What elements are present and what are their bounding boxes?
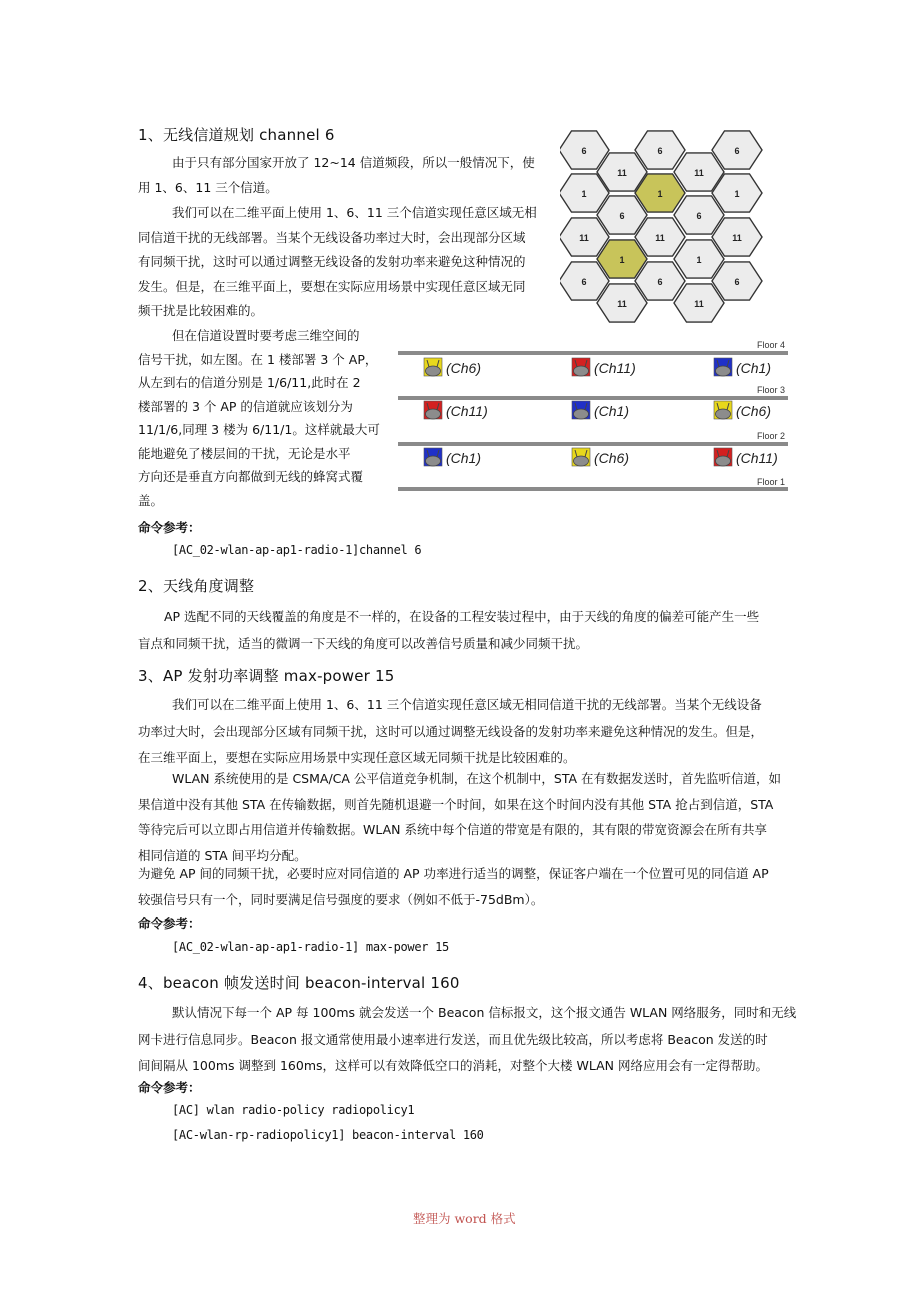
ap-device-icon — [574, 366, 589, 376]
hex-cell — [674, 284, 724, 322]
ap-device-icon — [716, 366, 731, 376]
hex-cell — [560, 262, 609, 300]
floor-channel-diagram — [392, 340, 788, 502]
hex-label: 11 — [617, 168, 627, 178]
hex-cell — [560, 131, 609, 169]
section3-heading: 3、AP 发射功率调整 max-power 15 — [138, 667, 395, 685]
ap-device-icon — [426, 366, 441, 376]
channel-label: (Ch11) — [446, 403, 488, 419]
section3-para1 — [138, 694, 763, 770]
ap-device-icon — [716, 409, 731, 419]
section4-heading: 4、beacon 帧发送时间 beacon-interval 160 — [138, 974, 460, 992]
channel-label: (Ch6) — [736, 403, 772, 419]
text-line: 等待完后可以立即占用信道并传输数据。WLAN 系统中每个信道的带宽是有限的，其有限的带宽资源会在所有共享 — [138, 822, 767, 837]
hex-label: 1 — [696, 255, 702, 265]
section1-para2 — [138, 202, 550, 323]
channel-label: (Ch1) — [736, 360, 772, 376]
floor-line — [398, 396, 788, 400]
hex-label: 6 — [696, 211, 702, 221]
ap-marker — [572, 448, 629, 466]
page-footer: 整理为 word 格式 — [413, 1211, 516, 1226]
hex-cell — [635, 262, 685, 300]
channel-label: (Ch6) — [446, 360, 482, 376]
ap-device-icon — [716, 456, 731, 466]
hex-label: 11 — [732, 233, 742, 243]
ap-marker — [424, 358, 481, 376]
text-line: 默认情况下每一个 AP 每 100ms 就会发送一个 Beacon 信标报文，这个报文通告 WLAN 网络服务，同时和无线 — [172, 1005, 797, 1020]
hex-cell — [712, 131, 762, 169]
command-line: [AC-wlan-rp-radiopolicy1] beacon-interval 160 — [172, 1128, 484, 1142]
hex-label: 1 — [734, 189, 740, 199]
hex-label: 1 — [581, 189, 587, 199]
section3-para2 — [138, 768, 781, 867]
text-line: 同信道干扰的无线部署。当某个无线设备功率过大时，会出现部分区域 — [138, 229, 526, 245]
text-line: 间间隔从 100ms 调整到 160ms，这样可以有效降低空口的消耗，对整个大楼 WLAN 网络应用会有一定得帮助。 — [138, 1058, 768, 1073]
hex-channel-diagram — [560, 127, 782, 335]
hex-label: 11 — [655, 233, 665, 243]
text-line: 果信道中没有其他 STA 在传输数据，则首先随机退避一个时间，如果在这个时间内没有其他 STA 抢占到信道，STA — [138, 796, 774, 812]
hex-cell — [560, 218, 609, 256]
hex-label: 11 — [617, 299, 627, 309]
floor-line — [398, 351, 788, 355]
section4-para — [138, 1002, 796, 1078]
text-line: WLAN 系统使用的是 CSMA/CA 公平信道竞争机制，在这个机制中，STA 在有数据发送时，首先监听信道，如 — [172, 771, 782, 786]
ap-device-icon — [426, 456, 441, 466]
floor-line — [398, 442, 788, 446]
text-line: 楼部署的 3 个 AP 的信道就应该划分为 — [138, 398, 353, 414]
hex-label: 6 — [734, 277, 740, 287]
text-line: 较强信号只有一个，同时要满足信号强度的要求（例如不低于-75dBm）。 — [138, 891, 544, 907]
text-line: 但在信道设置时要考虑三维空间的 — [172, 328, 360, 343]
channel-label: (Ch11) — [736, 450, 778, 466]
hex-cell — [635, 131, 685, 169]
text-line: 我们可以在二维平面上使用 1、6、11 三个信道实现任意区域无相 — [172, 205, 537, 220]
command-reference-label: 命令参考： — [138, 520, 201, 535]
hex-cell — [597, 284, 647, 322]
ap-marker — [424, 448, 481, 466]
text-line: 11/1/6,同理 3 楼为 6/11/1。这样就最大可 — [138, 422, 380, 437]
hex-label: 6 — [734, 146, 740, 156]
hex-label: 6 — [657, 146, 663, 156]
text-line: 信号干扰，如左图。在 1 楼部署 3 个 AP， — [138, 351, 378, 367]
text-line: 盲点和同频干扰，适当的微调一下天线的角度可以改善信号质量和减少同频干扰。 — [138, 635, 589, 651]
ap-device-icon — [574, 456, 589, 466]
hex-cell — [674, 196, 724, 234]
ap-marker — [714, 358, 771, 376]
ap-marker — [424, 401, 488, 419]
hex-label: 1 — [619, 255, 625, 265]
text-line: 有同频干扰，这时可以通过调整无线设备的发射功率来避免这种情况的 — [138, 254, 526, 269]
command-line: [AC_02-wlan-ap-ap1-radio-1] max-power 15 — [172, 940, 449, 954]
ap-marker — [714, 401, 771, 419]
text-line: 在三维平面上，要想在实际应用场景中实现任意区域无同频干扰是比较困难的。 — [138, 750, 576, 765]
text-line: 我们可以在二维平面上使用 1、6、11 三个信道实现任意区域无相同信道干扰的无线部署。当某个无线设备 — [172, 697, 762, 712]
hex-label: 1 — [657, 189, 663, 199]
floor-line — [398, 487, 788, 491]
hex-label: 6 — [657, 277, 663, 287]
floor-label: Floor 3 — [756, 385, 785, 395]
hex-label: 11 — [694, 168, 704, 178]
hex-cell — [674, 240, 724, 278]
ap-marker — [714, 448, 778, 466]
text-line: 方向还是垂直方向都做到无线的蜂窝式覆 — [138, 469, 364, 484]
text-line: 网卡进行信息同步。Beacon 报文通常使用最小速率进行发送，而且优先级比较高，所以考虑将 Beacon 发送的时 — [138, 1031, 768, 1047]
text-line: 从左到右的信道分别是 1/6/11,此时在 2 — [138, 375, 361, 390]
ap-device-icon — [426, 409, 441, 419]
command-line: [AC_02-wlan-ap-ap1-radio-1]channel 6 — [172, 543, 422, 557]
hex-label: 11 — [579, 233, 589, 243]
command-line: [AC] wlan radio-policy radiopolicy1 — [172, 1103, 415, 1117]
channel-label: (Ch6) — [594, 450, 630, 466]
section2-heading: 2、天线角度调整 — [138, 577, 255, 595]
hex-label: 11 — [694, 299, 704, 309]
command-reference-label: 命令参考： — [138, 916, 201, 931]
hex-label: 6 — [581, 146, 587, 156]
text-line: 发生。但是，在三维平面上，要想在实际应用场景中实现任意区域无同 — [138, 278, 526, 294]
channel-label: (Ch1) — [594, 403, 630, 419]
floor-label: Floor 4 — [756, 340, 785, 350]
section1-para1-line1: 由于只有部分国家开放了 12~14 信道频段，所以一般情况下，使 — [172, 155, 535, 170]
text-line: 功率过大时，会出现部分区域有同频干扰，这时可以通过调整无线设备的发射功率来避免这种情况的发生。但是， — [138, 723, 764, 739]
channel-label: (Ch11) — [594, 360, 636, 376]
floor-label: Floor 1 — [756, 477, 785, 487]
ap-marker — [572, 358, 636, 376]
channel-label: (Ch1) — [446, 450, 482, 466]
hex-cell — [597, 240, 647, 278]
text-line: 盖。 — [138, 492, 164, 508]
text-line: AP 选配不同的天线覆盖的角度是不一样的，在设备的工程安装过程中，由于天线的角度的偏差可能产生一些 — [164, 609, 760, 624]
text-line: 频干扰是比较困难的。 — [138, 303, 264, 318]
text-line: 能地避免了楼层间的干扰，无论是水平 — [138, 445, 351, 461]
hex-cell — [597, 196, 647, 234]
hex-cell — [712, 262, 762, 300]
command-reference-label: 命令参考： — [138, 1080, 201, 1095]
text-line: 为避免 AP 间的同频干扰，必要时应对同信道的 AP 功率进行适当的调整，保证客户端在一个位置可见的同信道 AP — [138, 866, 769, 881]
hex-label: 6 — [619, 211, 625, 221]
text-line: 相同信道的 STA 间平均分配。 — [138, 847, 307, 863]
section3-para3 — [138, 863, 769, 911]
floor-label: Floor 2 — [756, 431, 785, 441]
ap-device-icon — [574, 409, 589, 419]
hex-cell — [635, 218, 685, 256]
hex-cell — [712, 218, 762, 256]
hex-label: 6 — [581, 277, 587, 287]
section1-para3 — [138, 325, 388, 512]
section1-heading: 1、无线信道规划 channel 6 — [138, 126, 335, 144]
section1-para1-line2: 用 1、6、11 三个信道。 — [138, 180, 278, 195]
ap-marker — [572, 401, 629, 419]
section2-para — [138, 606, 759, 655]
